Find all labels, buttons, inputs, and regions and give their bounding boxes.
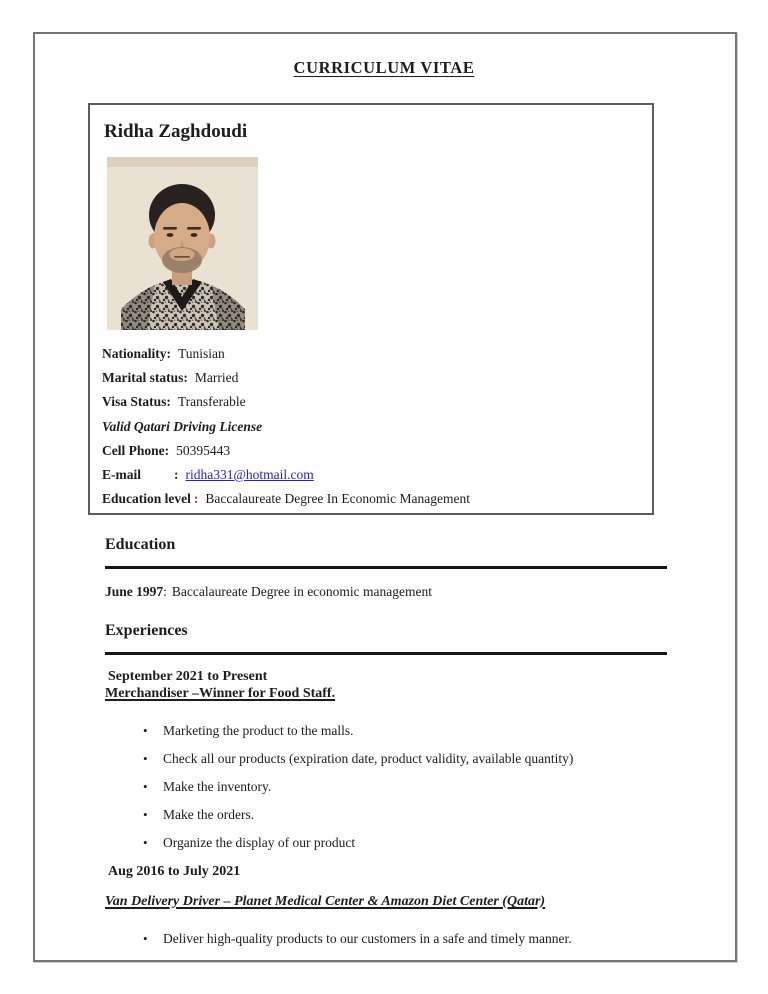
profile-name: Ridha Zaghdoudi (104, 121, 248, 142)
job-bullet (105, 807, 667, 823)
job-entry-merchandiser (105, 668, 667, 851)
bullet-text: Make the inventory. (163, 779, 272, 794)
field-label: Visa Status: (102, 394, 171, 410)
bullet-icon: • (143, 931, 148, 946)
job-period: September 2021 to Present (108, 669, 268, 684)
field-value: Married (194, 370, 239, 386)
education-date: June 1997 (105, 584, 164, 599)
job-bullet (105, 723, 667, 739)
job-period: Aug 2016 to July 2021 (108, 864, 241, 879)
job-bullet (105, 931, 667, 947)
section-divider (105, 652, 667, 655)
portrait-photo (107, 157, 258, 330)
bullet-icon: • (143, 835, 148, 850)
field-label: Marital status: (102, 370, 188, 386)
field-row-marital-status (102, 366, 640, 390)
personal-info-box (88, 103, 654, 515)
page-title: CURRICULUM VITAE (293, 58, 475, 77)
field-label: Valid Qatari Driving License (102, 418, 263, 434)
portrait-photo-graphic (107, 157, 258, 330)
education-separator: : (163, 584, 167, 599)
field-row-driving-license (102, 415, 640, 439)
field-row-email (102, 463, 640, 487)
job-bullet (105, 779, 667, 795)
job-bullet (105, 835, 667, 851)
bullet-text: Make the orders. (163, 807, 255, 822)
bullet-text: Deliver high-quality products to our customers in a safe and timely manner. (163, 931, 572, 946)
bullet-icon: • (143, 779, 148, 794)
field-value: Baccalaureate Degree In Economic Management (205, 491, 470, 507)
job-entry-van-delivery-driver (105, 863, 667, 947)
education-entry (105, 584, 667, 600)
personal-fields (102, 342, 640, 511)
field-row-nationality (102, 342, 640, 366)
field-row-cell-phone (102, 439, 640, 463)
field-row-education-level (102, 487, 640, 511)
field-value: Tunisian (178, 346, 225, 361)
section-heading-experiences: Experiences (105, 622, 188, 639)
bullet-text: Marketing the product to the malls. (163, 723, 354, 738)
field-row-visa-status (102, 390, 640, 414)
job-title: Merchandiser –Winner for Food Staff. (105, 686, 336, 701)
email-link[interactable]: ridha331@hotmail.com (185, 467, 314, 483)
field-label: Nationality: (102, 346, 171, 361)
section-divider (105, 566, 667, 569)
bullet-icon: • (143, 723, 148, 738)
bullet-icon: • (143, 807, 148, 822)
field-label: Cell Phone: (102, 442, 170, 458)
field-value: 50395443 (176, 442, 231, 458)
job-bullet (105, 751, 667, 767)
field-label: Education level (102, 491, 191, 507)
bullet-icon: • (143, 751, 148, 766)
section-heading-education: Education (105, 536, 176, 553)
email-colon: : (174, 467, 179, 483)
field-value: Transferable (177, 394, 246, 410)
bullet-text: Organize the display of our product (163, 835, 356, 850)
field-label: E-mail (102, 467, 141, 483)
job-title: Van Delivery Driver – Planet Medical Center & Amazon Diet Center (Qatar) (105, 894, 546, 909)
bullet-text: Check all our products (expiration date, product validity, available quantity) (163, 751, 574, 766)
education-text: Baccalaureate Degree in economic management (171, 584, 433, 599)
cv-body (105, 536, 667, 947)
education-level-colon: : (193, 491, 199, 507)
